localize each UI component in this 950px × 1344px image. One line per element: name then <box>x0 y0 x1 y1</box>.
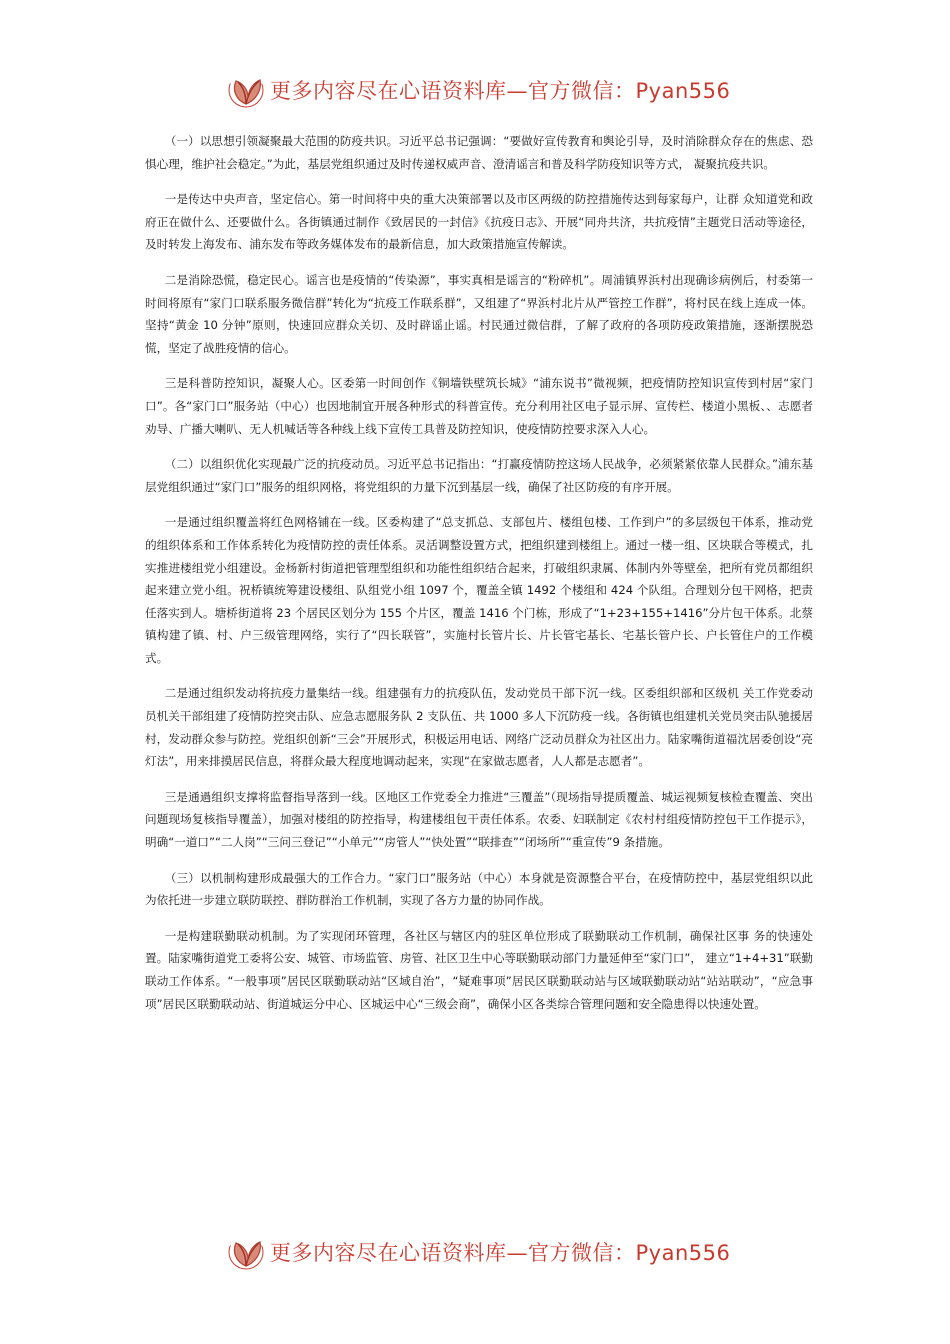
paragraph: （一）以思想引领凝聚最大范围的防疫共识。习近平总书记强调：“要做好宣传教育和舆论引导，及时消除群众存在的焦虑、恐惧心理，维护社会稳定。”为此，基层党组织通过及时传递权威声音、澄清谣言和普及科学防疫知识等方式， 凝聚抗疫共识。 <box>145 134 813 171</box>
paragraph: （二）以组织优化实现最广泛的抗疫动员。习近平总书记指出：“打赢疫情防控这场人民战争，必须紧紧依靠人民群众。”浦东基层党组织通过“家门口”服务的组织网格，将党组织的力量下沉到基层一线，确保了社区防疫的有序开展。 <box>145 457 813 494</box>
paragraph: 三是通過组织支撑将监督指导落到一线。区地区工作党委全力推进“三覆盖”（现场指导提质覆盖、城运视频复核检查覆盖、突出问题现场复核指导覆盖），加强对楼组的防控指导，构建楼组包干责任体系。农委、妇联制定《农村村组疫情防控包干工作提示》，明确“一道口”“二人岗”“三问三登记”“小单元”“房管人”“快处置”“联排查”“闭场所”“重宣传”9 条措施。 <box>145 789 813 850</box>
leaf-logo-icon <box>226 70 266 110</box>
footer-watermark-banner <box>226 1232 730 1272</box>
leaf-logo-icon <box>226 1232 266 1272</box>
paragraph: 二是通过组织发动将抗疫力量集结一线。组建强有力的抗疫队伍，发动党员干部下沉一线。区委组织部和区级机 关工作党委动员机关干部组建了疫情防控突击队、应急志愿服务队 2 支队伍、共 1000 多人下沉防疫一线。各街镇也组建机关党员突击队驰援居村，发动群众参与防控。党组织创新“三会”开展形式，积极运用电话、网络广泛动员群众为社区出力。陆家嘴街道福沈居委创设“亮灯法”，用来排摸居民信息，将群众最大程度地调动起来，实现“在家做志愿者，人人都是志愿者”。 <box>145 686 813 769</box>
paragraph: 三是科普防控知识，凝聚人心。区委第一时间创作《铜墙铁壁筑长城》“浦东说书”微视频，把疫情防控知识宣传到村居“家门口”。各“家门口”服务站（中心）也因地制宜开展各种形式的科普宣传。充分利用社区电子显示屏、宣传栏、楼道小黑板、、志愿者劝导、广播大喇叭、无人机喊话等各种线上线下宣传工具普及防控知识，使疫情防控要求深入人心。 <box>145 376 813 436</box>
paragraph: 一是构建联勤联动机制。为了实现闭环管理，各社区与辖区内的驻区单位形成了联勤联动工作机制，确保社区事 务的快速处置。陆家嘴街道党工委将公安、城管、市场监管、房管、社区卫生中心等联勤联动部门力量延伸至“家门口”， 建立“1+4+31”联勤联动工作体系。“一般事项”居民区联勤联动站“区域自治”，“疑难事项”居民区联勤联动站与区域联勤联动站“站站联动”，“应急事项”居民区联勤联动站、街道城运分中心、区城运中心“三级会商”，确保小区各类综合管理问题和安全隐患得以快速处置。 <box>145 928 813 1011</box>
paragraph: 一是传达中央声音，坚定信心。第一时间将中央的重大决策部署以及市区两级的防控措施传达到每家每户，让群 众知道党和政府正在做什么、还要做什么。各街镇通过制作《致居民的一封信》《抗疫日志》、开展“同舟共济，共抗疫情”主题党日活动等途径，及时转发上海发布、浦东发布等政务媒体发布的最新信息，加大政策措施宣传解读。 <box>145 192 813 252</box>
watermark-text: 更多内容尽在心语资料库—官方微信：Pyan556 <box>270 1241 731 1265</box>
paragraph: （三）以机制构建形成最强大的工作合力。“家门口”服务站（中心）本身就是资源整合平台，在疫情防控中，基层党组织以此为依托进一步建立联防联控、群防群治工作机制，实现了各方力量的协同作战。 <box>145 870 813 908</box>
watermark-text: 更多内容尽在心语资料库—官方微信：Pyan556 <box>270 79 731 103</box>
paragraph: 一是通过组织覆盖将红色网格铺在一线。区委构建了“总支抓总、支部包片、楼组包楼、工作到户”的多层级包干体系，推动党的组织体系和工作体系转化为疫情防控的责任体系。灵活调整设置方式，把组织建到楼组上。通过一楼一组、区块联合等模式，扎实推进楼组党小组建设。金杨新村街道把管理型组织和功能性组织结合起来，打破组织隶属、体制内外等壁垒，把所有党员都组织起来建立党小组。祝桥镇统筹建设楼组、队组党小组 1097 个，覆盖全镇 1492 个楼组和 424 个队组。合理划分包干网格，把责任落实到人。塘桥街道将 23 个居民区划分为 155 个片区，覆盖 1416 个门栋，形成了“1+23+155+1416”分片包干体系。北蔡镇构建了镇、村、户三级管理网络，实行了“四长联管”，实施村长管片长、片长管宅基长、宅基长管户长、户长管住户的工作模式。 <box>145 515 813 665</box>
header-watermark-banner <box>226 70 730 110</box>
paragraph: 二是消除恐慌，稳定民心。谣言也是疫情的“传染源”，事实真相是谣言的“粉碎机”。周浦镇界浜村出现确诊病例后，村委第一时间将原有“家门口联系服务微信群”转化为“抗疫工作联系群”，又组建了“界浜村北片从严管控工作群”，将村民在线上连成一体。坚持“黄金 10 分钟”原则，快速回应群众关切、及时辟谣止谣。村民通过微信群，了解了政府的各项防疫政策措施，逐渐摆脱恐慌，坚定了战胜疫情的信心。 <box>145 272 813 355</box>
document-body <box>145 130 813 1028</box>
